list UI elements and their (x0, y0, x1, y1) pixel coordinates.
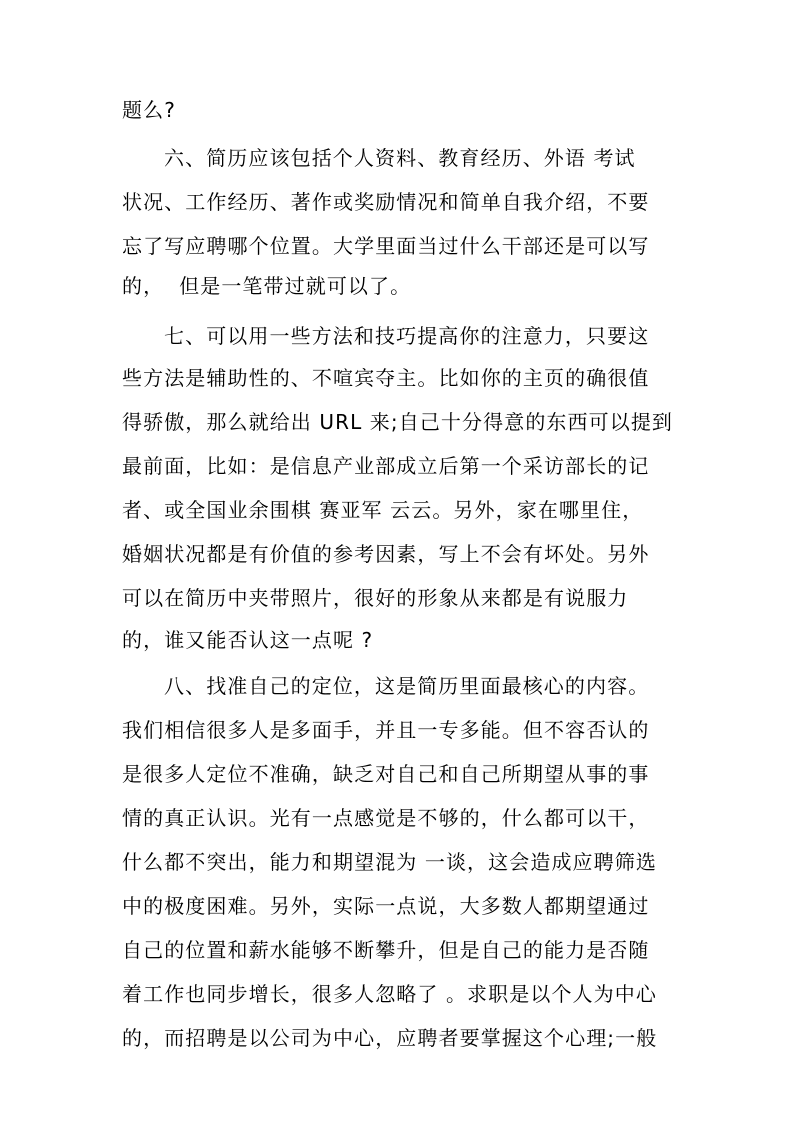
text-line: 是很多人定位不准确，缺乏对自己和自己所期望从事的事 (122, 762, 650, 786)
text-line: 中的极度困难。另外，实际一点说，大多数人都期望通过 (122, 894, 650, 918)
text-line: 情的真正认识。光有一点感觉是不够的，什么都可以干， (122, 806, 650, 830)
text-line: 状况、工作经历、著作或奖励情况和简单自我介绍，不要 (122, 190, 650, 214)
text-line: 忘了写应聘哪个位置。大学里面当过什么干部还是可以写 (122, 234, 650, 258)
text-line: 得骄傲，那么就给出 URL 来;自己十分得意的东西可以提到 (122, 410, 674, 434)
text-line: 者、或全国业余围棋 赛亚军 云云。另外，家在哪里住， (122, 498, 644, 522)
text-line: 自己的位置和薪水能够不断攀升，但是自己的能力是否随 (122, 938, 650, 962)
text-line: 题么? (122, 98, 176, 122)
paragraph-6-first-line: 六、简历应该包括个人资料、教育经历、外语 考试 (164, 146, 636, 170)
paragraph-7-first-line: 七、可以用一些方法和技巧提高你的注意力，只要这 (164, 324, 650, 348)
text-line: 的，谁又能否认这一点呢 ? (122, 628, 374, 652)
text-line: 什么都不突出，能力和期望混为 一谈，这会造成应聘筛选 (122, 850, 657, 874)
text-line: 的， 但是一笔带过就可以了。 (122, 274, 412, 298)
text-line: 可以在简历中夹带照片，很好的形象从来都是有说服力 (122, 586, 629, 610)
text-line: 婚姻状况都是有价值的参考因素，写上不会有坏处。另外 (122, 542, 650, 566)
paragraph-8-first-line: 八、找准自己的定位，这是简历里面最核心的内容。 (164, 674, 650, 698)
text-line: 着工作也同步增长，很多人忽略了 。求职是以个人为中心 (122, 982, 657, 1006)
text-line: 我们相信很多人是多面手，并且一专多能。但不容否认的 (122, 718, 650, 742)
text-line: 最前面，比如：是信息产业部成立后第一个采访部长的记 (122, 454, 650, 478)
text-line: 的，而招聘是以公司为中心，应聘者要掌握这个心理;一般 (122, 1026, 658, 1050)
text-line: 些方法是辅助性的、不喧宾夺主。比如你的主页的确很值 (122, 366, 650, 390)
